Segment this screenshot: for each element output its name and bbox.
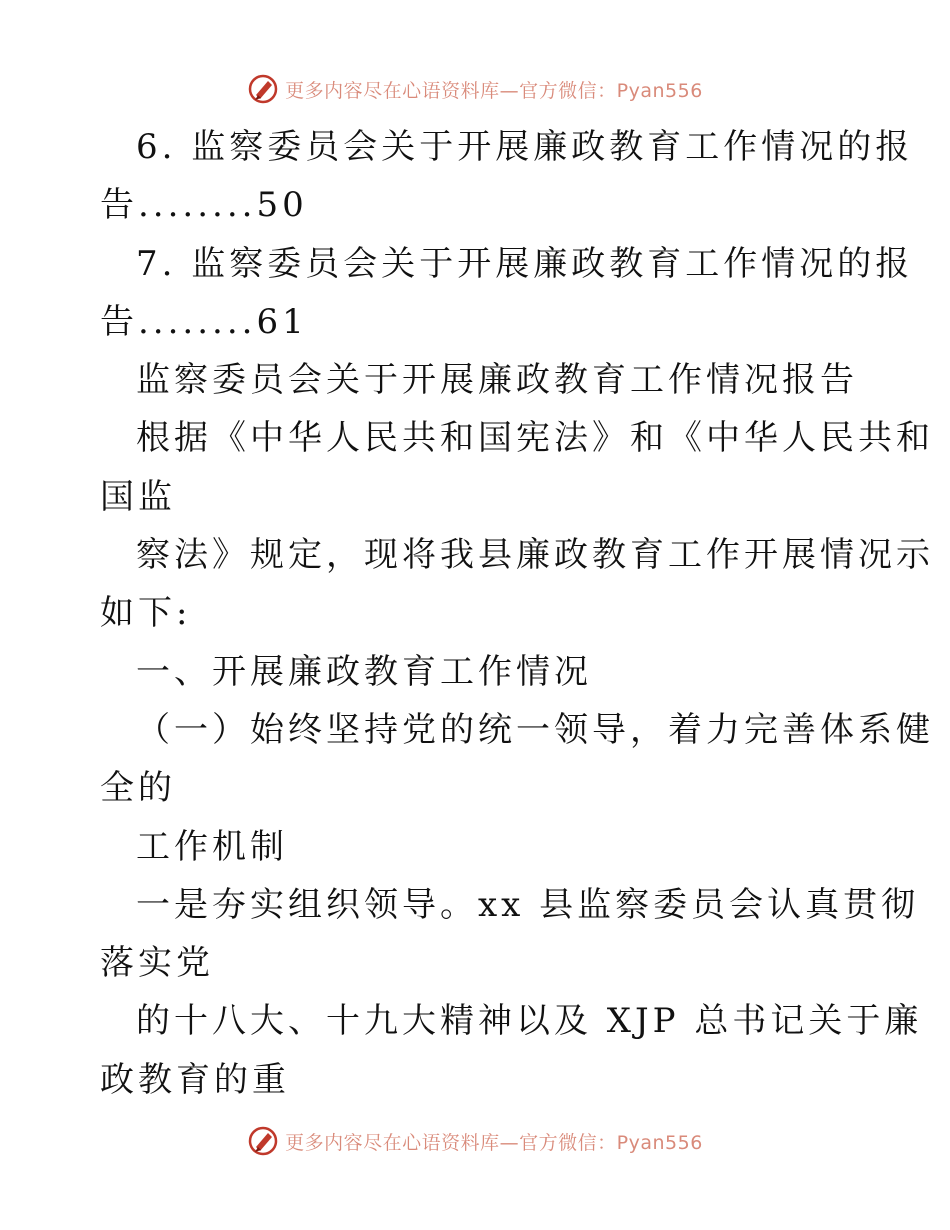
paragraph-line: 政教育的重	[100, 1059, 290, 1100]
toc-entry-7: 7. 监察委员会关于开展廉政教育工作情况的报	[136, 243, 914, 284]
heading-level-2: （一）始终坚持党的统一领导，着力完善体系健	[136, 709, 934, 750]
paragraph-line: 国监	[100, 476, 176, 517]
paragraph-line: 如下:	[100, 593, 192, 634]
header-watermark	[0, 72, 950, 106]
document-body	[100, 118, 934, 1109]
heading-level-2-cont: 全的	[100, 768, 176, 809]
watermark-text: 更多内容尽在心语资料库—官方微信：Pyan556	[285, 1131, 703, 1154]
paragraph-line: 落实党	[100, 943, 214, 984]
pen-seal-icon	[247, 73, 279, 105]
paragraph-line: 一是夯实组织领导。xx 县监察委员会认真贯彻	[136, 884, 920, 925]
heading-level-2-cont: 工作机制	[136, 826, 288, 867]
pen-seal-icon	[247, 1125, 279, 1157]
watermark-text: 更多内容尽在心语资料库—官方微信：Pyan556	[285, 79, 703, 102]
toc-entry-7-page: 告........61	[100, 301, 308, 342]
footer-watermark	[0, 1124, 950, 1158]
section-title: 监察委员会关于开展廉政教育工作情况报告	[136, 360, 858, 401]
toc-entry-6: 6. 监察委员会关于开展廉政教育工作情况的报	[136, 127, 914, 167]
toc-entry-6-page: 告........50	[100, 185, 308, 226]
heading-level-1: 一、开展廉政教育工作情况	[136, 651, 592, 692]
paragraph-line: 根据《中华人民共和国宪法》和《中华人民共和	[136, 418, 934, 459]
paragraph-line: 的十八大、十九大精神以及 XJP 总书记关于廉	[136, 1001, 923, 1042]
paragraph-line: 察法》规定，现将我县廉政教育工作开展情况示	[136, 535, 934, 576]
